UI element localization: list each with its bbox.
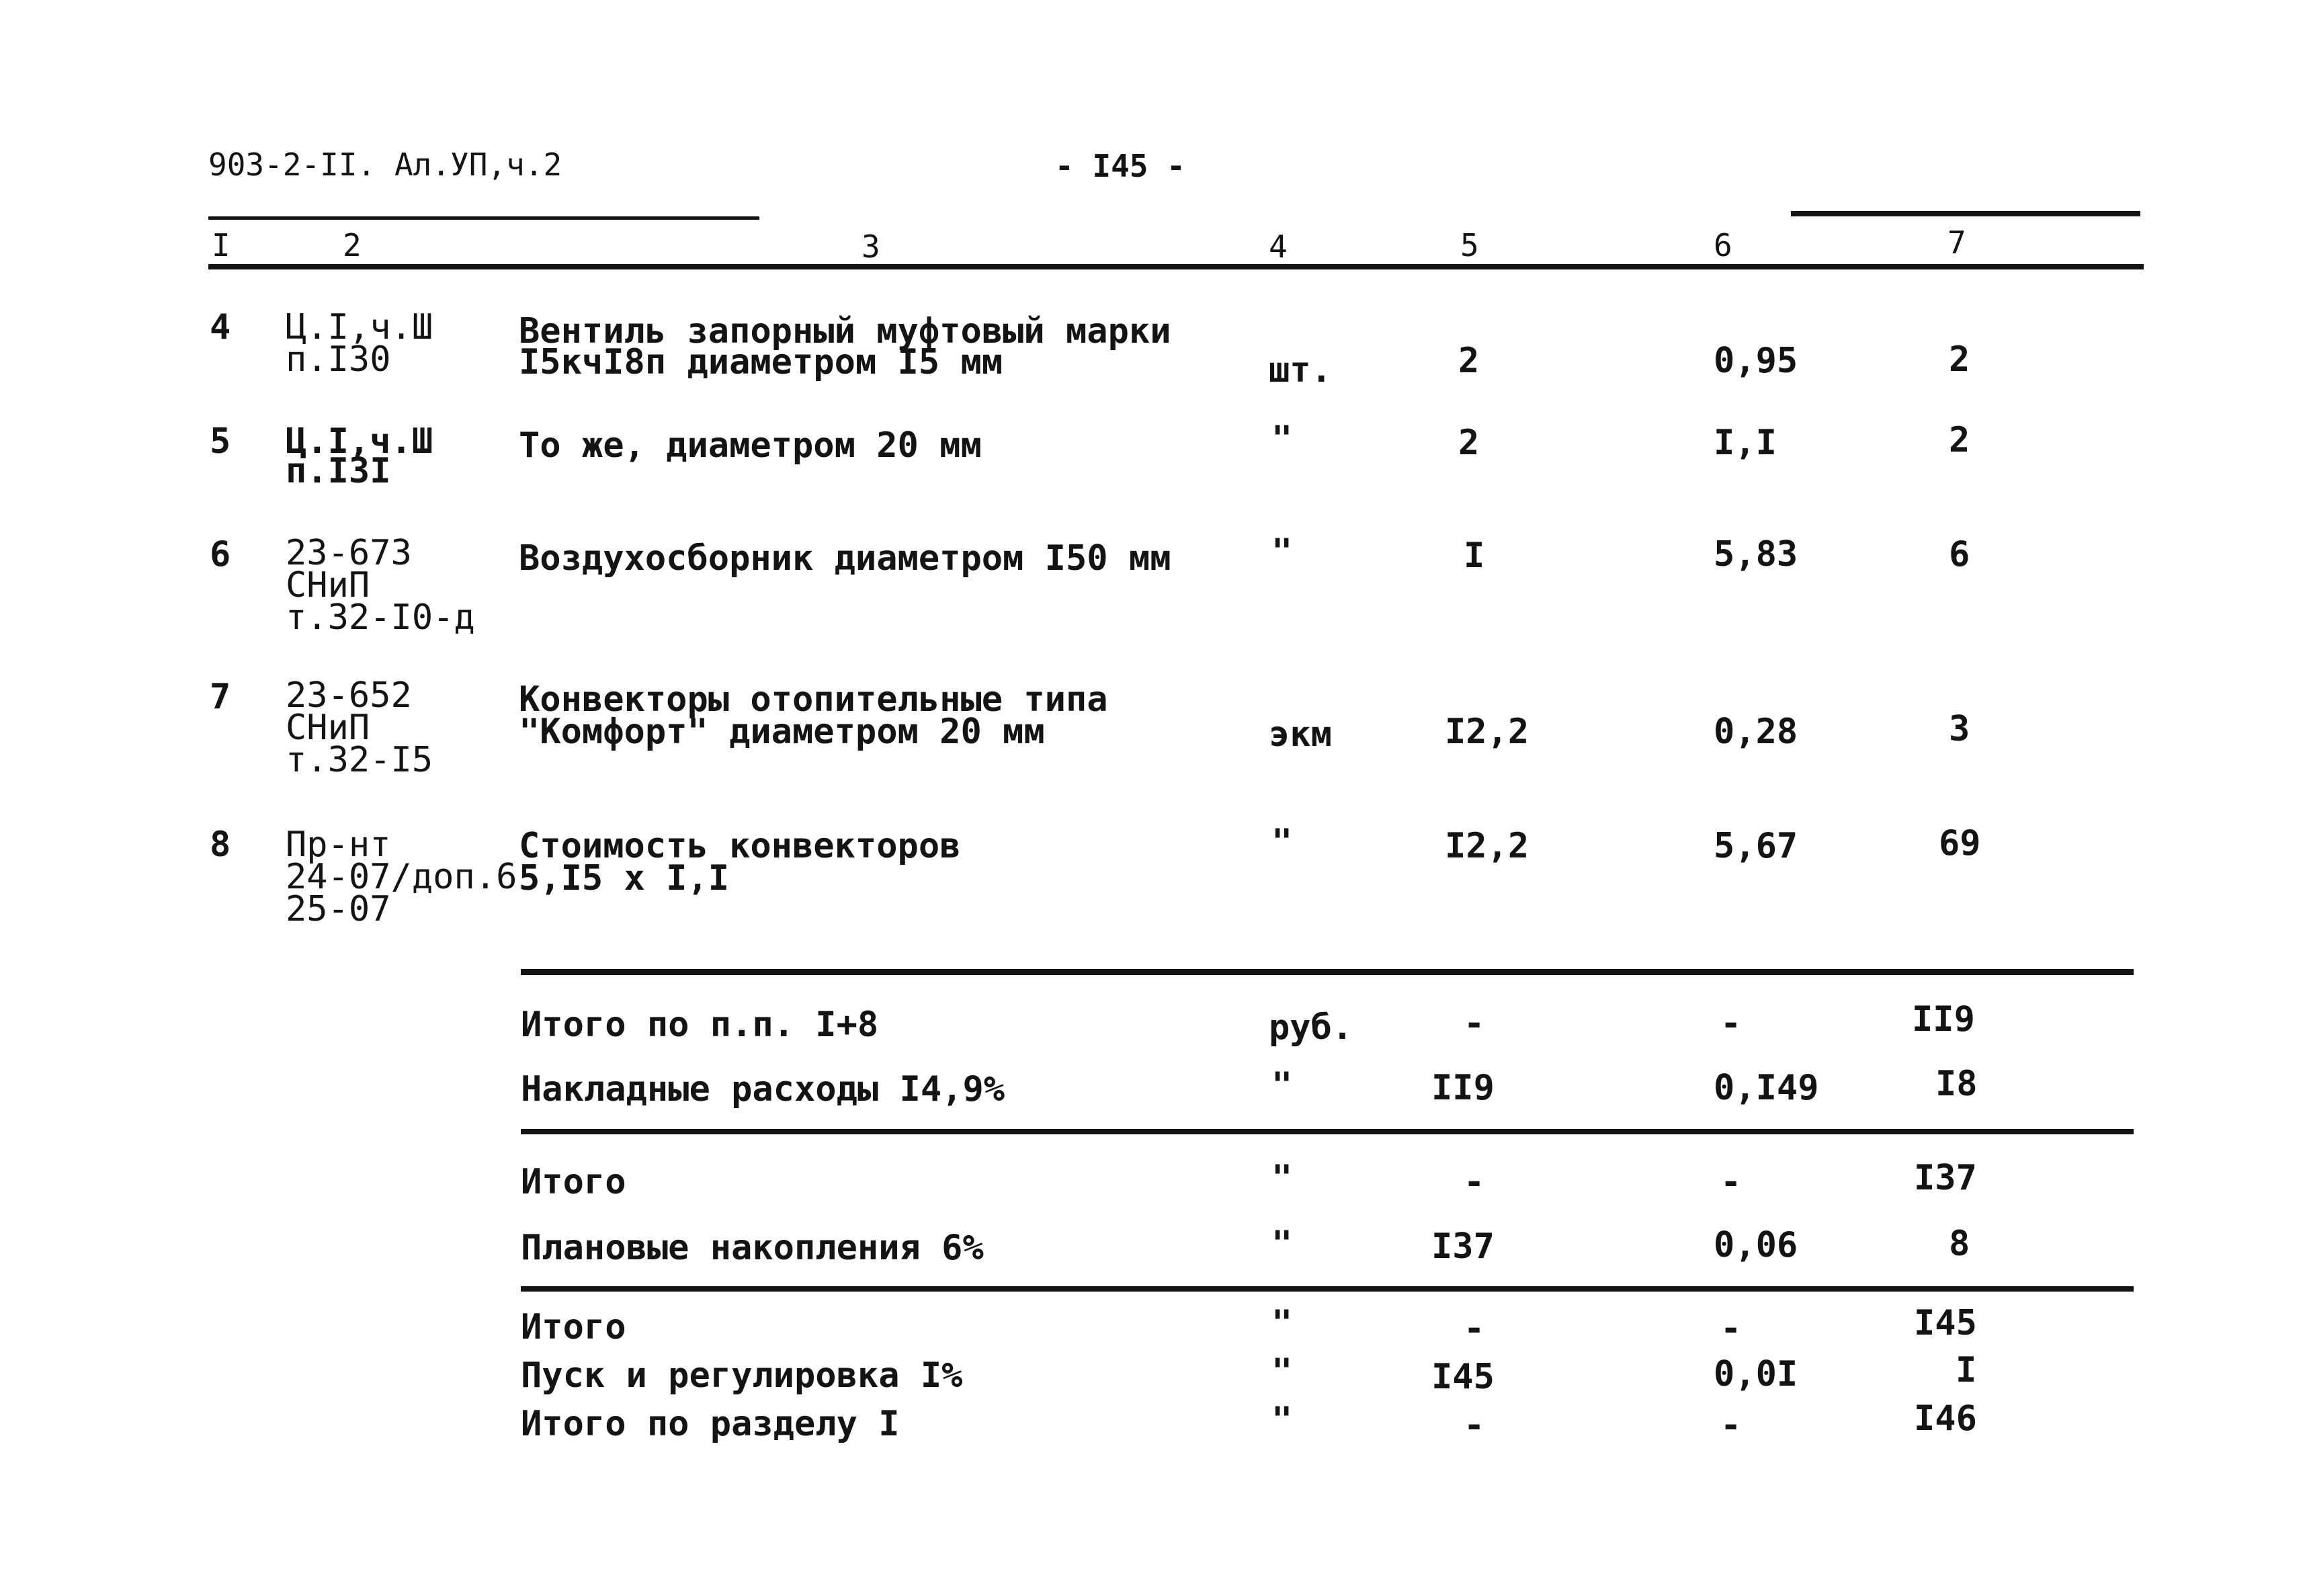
row-number: 5 bbox=[210, 421, 231, 462]
reference-line: 23-652 bbox=[286, 675, 412, 716]
quantity-cell: 2 bbox=[1458, 423, 1480, 463]
unit-cell: " bbox=[1271, 532, 1293, 572]
summary-rule bbox=[521, 1129, 2134, 1134]
reference-line: Пр-нт bbox=[286, 825, 391, 865]
reference-line: т.32-I0-д bbox=[286, 597, 475, 638]
unit-cell: " bbox=[1271, 419, 1293, 459]
description-line: I5кчI8п диаметром I5 мм bbox=[519, 342, 1003, 382]
total-cell: I46 bbox=[1914, 1398, 1977, 1439]
unit-cell: " bbox=[1271, 1303, 1293, 1343]
quantity-cell: II9 bbox=[1431, 1068, 1495, 1108]
unit-price-cell: 0,06 bbox=[1714, 1225, 1798, 1265]
reference-line: СНиП bbox=[286, 708, 370, 748]
column-header-2: 2 bbox=[343, 227, 362, 263]
summary-label: Пуск и регулировка I% bbox=[521, 1355, 963, 1396]
description-line: Воздухосборник диаметром I50 мм bbox=[519, 538, 1171, 579]
quantity-cell: - bbox=[1464, 1405, 1485, 1445]
unit-price-cell: - bbox=[1720, 1405, 1742, 1445]
reference-line: 23-673 bbox=[286, 533, 412, 573]
reference-line: п.I30 bbox=[286, 339, 391, 380]
page-number: - I45 - bbox=[1055, 148, 1185, 184]
unit-price-cell: - bbox=[1720, 1308, 1742, 1349]
row-number: 8 bbox=[210, 825, 231, 865]
quantity-cell: 2 bbox=[1458, 341, 1480, 381]
quantity-cell: - bbox=[1464, 1162, 1485, 1202]
reference-line: Ц.I,ч.Ш bbox=[286, 307, 433, 347]
summary-rule bbox=[521, 969, 2134, 975]
column-header-3: 3 bbox=[862, 228, 880, 265]
description-line: Вентиль запорный муфтовый марки bbox=[519, 311, 1171, 351]
summary-label: Итого bbox=[521, 1162, 626, 1202]
total-cell: I8 bbox=[1935, 1064, 1978, 1104]
unit-cell: " bbox=[1271, 1065, 1293, 1105]
total-cell: 2 bbox=[1949, 420, 1970, 460]
column-header-6: 6 bbox=[1714, 227, 1732, 263]
summary-label: Итого bbox=[521, 1307, 626, 1347]
reference-line: Ц.I,ч.Ш bbox=[286, 421, 433, 462]
unit-cell: экм bbox=[1269, 714, 1332, 755]
unit-price-cell: 0,95 bbox=[1714, 341, 1798, 381]
reference-line: 24-07/доп.6 bbox=[286, 857, 517, 897]
description-line: То же, диаметром 20 мм bbox=[519, 425, 982, 466]
description-line: Стоимость конвекторов bbox=[519, 826, 961, 866]
summary-label: Итого по п.п. I+8 bbox=[521, 1005, 879, 1045]
total-cell: 8 bbox=[1949, 1224, 1970, 1264]
description-line: "Комфорт" диаметром 20 мм bbox=[519, 712, 1045, 752]
quantity-cell: I37 bbox=[1431, 1226, 1495, 1267]
total-cell: II9 bbox=[1912, 999, 1975, 1040]
unit-cell: " bbox=[1271, 1158, 1293, 1198]
unit-price-cell: 5,83 bbox=[1714, 534, 1798, 575]
unit-cell: руб. bbox=[1269, 1007, 1353, 1048]
unit-price-cell: 0,I49 bbox=[1714, 1068, 1819, 1108]
reference-line: т.32-I5 bbox=[286, 740, 433, 780]
unit-price-cell: I,I bbox=[1714, 423, 1777, 463]
unit-price-cell: 0,28 bbox=[1714, 712, 1798, 752]
row-number: 6 bbox=[210, 534, 231, 575]
column-header-1: I bbox=[212, 227, 230, 263]
quantity-cell: - bbox=[1464, 1003, 1485, 1044]
unit-cell: " bbox=[1271, 822, 1293, 862]
summary-label: Итого по разделу I bbox=[521, 1404, 900, 1444]
total-cell: 2 bbox=[1949, 339, 1970, 380]
header-rule-right bbox=[1791, 211, 2140, 216]
unit-price-cell: 5,67 bbox=[1714, 826, 1798, 866]
reference-line: п.I3I bbox=[286, 451, 391, 491]
total-cell: I bbox=[1956, 1350, 1977, 1390]
column-header-7: 7 bbox=[1947, 224, 1966, 261]
quantity-cell: I2,2 bbox=[1445, 826, 1529, 866]
row-number: 7 bbox=[210, 677, 231, 717]
reference-line: СНиП bbox=[286, 565, 370, 605]
unit-cell: шт. bbox=[1269, 350, 1332, 390]
total-cell: I37 bbox=[1914, 1158, 1977, 1198]
quantity-cell: - bbox=[1464, 1308, 1485, 1349]
summary-rule bbox=[521, 1286, 2134, 1292]
quantity-cell: I2,2 bbox=[1445, 712, 1529, 752]
unit-cell: " bbox=[1271, 1351, 1293, 1392]
unit-cell: " bbox=[1271, 1224, 1293, 1264]
total-cell: 3 bbox=[1949, 709, 1970, 749]
unit-price-cell: - bbox=[1720, 1162, 1742, 1202]
description-line: 5,I5 x I,I bbox=[519, 858, 730, 898]
column-header-rule bbox=[208, 264, 2144, 269]
header-rule-left bbox=[208, 216, 759, 220]
row-number: 4 bbox=[210, 307, 231, 347]
unit-cell: " bbox=[1271, 1400, 1293, 1440]
total-cell: I45 bbox=[1914, 1303, 1977, 1343]
reference-line: 25-07 bbox=[286, 889, 391, 929]
quantity-cell: I45 bbox=[1431, 1357, 1495, 1397]
unit-price-cell: 0,0I bbox=[1714, 1354, 1798, 1394]
quantity-cell: I bbox=[1464, 536, 1485, 576]
summary-label: Накладные расходы I4,9% bbox=[521, 1069, 1005, 1109]
description-line: Конвекторы отопительные типа bbox=[519, 679, 1108, 720]
document-code: 903-2-II. Ал.УП,ч.2 bbox=[208, 146, 562, 183]
total-cell: 6 bbox=[1949, 534, 1970, 575]
column-header-5: 5 bbox=[1460, 227, 1479, 263]
unit-price-cell: - bbox=[1720, 1003, 1742, 1044]
column-header-4: 4 bbox=[1269, 228, 1288, 265]
summary-label: Плановые накопления 6% bbox=[521, 1228, 984, 1268]
total-cell: 69 bbox=[1939, 823, 1981, 864]
